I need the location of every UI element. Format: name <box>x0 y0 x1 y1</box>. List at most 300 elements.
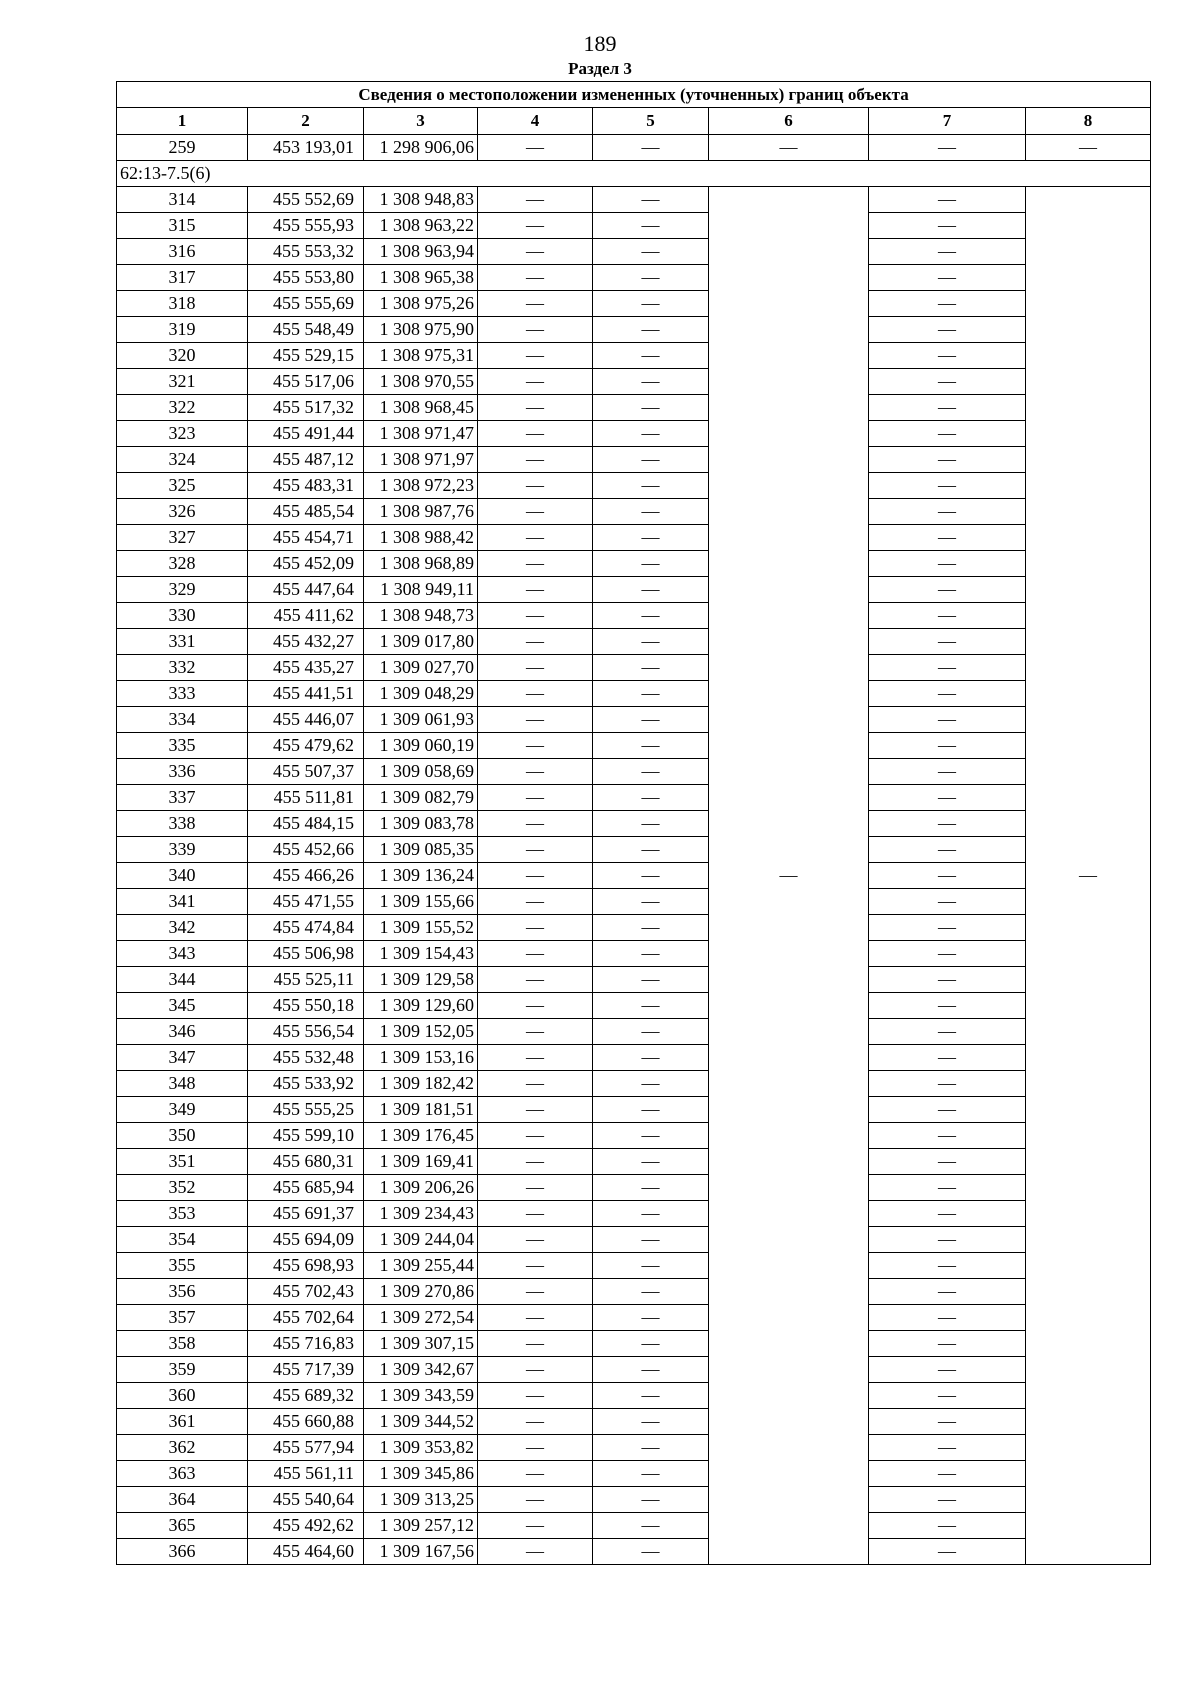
dash-cell-col-4: — <box>478 551 593 577</box>
section-title: Раздел 3 <box>568 59 632 78</box>
dash-cell-col-4: — <box>478 577 593 603</box>
table-row <box>117 187 1151 213</box>
y-coordinate-cell: 1 309 083,78 <box>364 811 478 837</box>
dash-cell-col-4: — <box>478 291 593 317</box>
table-row <box>117 1513 1151 1539</box>
point-number-cell: 321 <box>117 369 248 395</box>
dash-cell-col-4: — <box>478 1201 593 1227</box>
table-header-row <box>117 108 1151 135</box>
dash-cell-col-4: — <box>478 1331 593 1357</box>
point-number-cell: 334 <box>117 707 248 733</box>
table-row <box>117 1149 1151 1175</box>
dash-cell-col-4: — <box>478 1253 593 1279</box>
x-coordinate-cell: 455 529,15 <box>248 343 364 369</box>
table-row <box>117 135 1151 161</box>
x-coordinate-cell: 455 685,94 <box>248 1175 364 1201</box>
dash-cell-col-7: — <box>869 1357 1026 1383</box>
dash-cell-col-4: — <box>478 1149 593 1175</box>
x-coordinate-cell: 455 552,69 <box>248 187 364 213</box>
dash-cell-col-4: — <box>478 1175 593 1201</box>
x-coordinate-cell: 455 452,66 <box>248 837 364 863</box>
y-coordinate-cell: 1 308 975,26 <box>364 291 478 317</box>
y-coordinate-cell: 1 309 152,05 <box>364 1019 478 1045</box>
dash-cell-col-4: — <box>478 837 593 863</box>
y-coordinate-cell: 1 309 342,67 <box>364 1357 478 1383</box>
dash-cell-col-5: — <box>593 1045 709 1071</box>
point-number-cell: 322 <box>117 395 248 421</box>
point-number-cell: 314 <box>117 187 248 213</box>
dash-cell-col-5: — <box>593 1539 709 1565</box>
point-number-cell: 354 <box>117 1227 248 1253</box>
dash-cell-col-5: — <box>593 213 709 239</box>
y-coordinate-cell: 1 309 129,58 <box>364 967 478 993</box>
dash-cell-col-7: — <box>869 473 1026 499</box>
table-caption-row <box>117 82 1151 108</box>
dash-cell-col-4: — <box>478 1097 593 1123</box>
dash-cell-col-7: — <box>869 1435 1026 1461</box>
table-row <box>117 1097 1151 1123</box>
x-coordinate-cell: 455 553,32 <box>248 239 364 265</box>
x-coordinate-cell: 455 716,83 <box>248 1331 364 1357</box>
x-coordinate-cell: 455 555,25 <box>248 1097 364 1123</box>
x-coordinate-cell: 455 555,69 <box>248 291 364 317</box>
point-number-cell: 360 <box>117 1383 248 1409</box>
y-coordinate-cell: 1 308 971,97 <box>364 447 478 473</box>
dash-cell-col-5: — <box>593 655 709 681</box>
table-row <box>117 629 1151 655</box>
dash-cell-col-5: — <box>593 369 709 395</box>
point-number-cell: 339 <box>117 837 248 863</box>
y-coordinate-cell: 1 309 058,69 <box>364 759 478 785</box>
x-coordinate-cell: 455 680,31 <box>248 1149 364 1175</box>
x-coordinate-cell: 455 694,09 <box>248 1227 364 1253</box>
dash-cell-col-4: — <box>478 629 593 655</box>
table-row <box>117 525 1151 551</box>
dash-cell-col-7: — <box>869 499 1026 525</box>
x-coordinate-cell: 455 441,51 <box>248 681 364 707</box>
dash-cell-col-5: — <box>593 1487 709 1513</box>
dash-cell-col-7: — <box>869 1071 1026 1097</box>
x-coordinate-cell: 455 689,32 <box>248 1383 364 1409</box>
dash-cell-col-4: — <box>478 1409 593 1435</box>
y-coordinate-cell: 1 309 307,15 <box>364 1331 478 1357</box>
x-coordinate-cell: 455 525,11 <box>248 967 364 993</box>
dash-cell-col-7: — <box>869 733 1026 759</box>
y-coordinate-cell: 1 309 048,29 <box>364 681 478 707</box>
x-coordinate-cell: 455 484,15 <box>248 811 364 837</box>
dash-cell-col-4: — <box>478 1279 593 1305</box>
point-number-cell: 362 <box>117 1435 248 1461</box>
dash-cell-col-4: — <box>478 499 593 525</box>
table-row <box>117 499 1151 525</box>
table-row <box>117 343 1151 369</box>
dash-cell-col-5: — <box>593 1461 709 1487</box>
dash-cell-col-5: — <box>593 1253 709 1279</box>
dash-cell-col-5: — <box>593 239 709 265</box>
y-coordinate-cell: 1 309 082,79 <box>364 785 478 811</box>
table-row <box>117 1201 1151 1227</box>
dash-cell-col-7: — <box>869 421 1026 447</box>
dash-cell-col-7: — <box>869 213 1026 239</box>
y-coordinate-cell: 1 308 975,90 <box>364 317 478 343</box>
x-coordinate-cell: 455 511,81 <box>248 785 364 811</box>
x-coordinate-cell: 455 532,48 <box>248 1045 364 1071</box>
point-number-cell: 332 <box>117 655 248 681</box>
y-coordinate-cell: 1 308 949,11 <box>364 577 478 603</box>
dash-cell-col-4: — <box>478 421 593 447</box>
dash-cell-col-7: — <box>869 1513 1026 1539</box>
dash-cell-col-5: — <box>593 447 709 473</box>
table-body <box>117 135 1151 1565</box>
x-coordinate-cell: 455 548,49 <box>248 317 364 343</box>
point-number-cell: 320 <box>117 343 248 369</box>
table-row <box>117 1019 1151 1045</box>
page-number: 189 <box>583 31 617 56</box>
y-coordinate-cell: 1 309 155,52 <box>364 915 478 941</box>
point-number-cell: 361 <box>117 1409 248 1435</box>
table-row <box>117 1175 1151 1201</box>
table-row <box>117 707 1151 733</box>
table-row <box>117 837 1151 863</box>
dash-cell-col-5: — <box>593 759 709 785</box>
dash-cell-col-7: — <box>869 993 1026 1019</box>
y-coordinate-cell: 1 309 060,19 <box>364 733 478 759</box>
table-row <box>117 655 1151 681</box>
point-number-cell: 323 <box>117 421 248 447</box>
dash-cell-col-7: — <box>869 915 1026 941</box>
y-coordinate-cell: 1 309 176,45 <box>364 1123 478 1149</box>
dash-cell-col-5: — <box>593 1357 709 1383</box>
point-number-cell: 317 <box>117 265 248 291</box>
group-row <box>117 161 1151 187</box>
y-coordinate-cell: 1 308 970,55 <box>364 369 478 395</box>
dash-cell-col-4: — <box>478 1461 593 1487</box>
point-number-cell: 355 <box>117 1253 248 1279</box>
table-row <box>117 915 1151 941</box>
point-number-cell: 259 <box>117 135 248 161</box>
table-row <box>117 1487 1151 1513</box>
y-coordinate-cell: 1 309 017,80 <box>364 629 478 655</box>
x-coordinate-cell: 455 561,11 <box>248 1461 364 1487</box>
y-coordinate-cell: 1 298 906,06 <box>364 135 478 161</box>
dash-cell-col-4: — <box>478 187 593 213</box>
y-coordinate-cell: 1 309 027,70 <box>364 655 478 681</box>
column-header-3: 3 <box>364 108 478 135</box>
y-coordinate-cell: 1 309 244,04 <box>364 1227 478 1253</box>
dash-cell-col-5: — <box>593 889 709 915</box>
point-number-cell: 325 <box>117 473 248 499</box>
dash-cell-col-4: — <box>478 707 593 733</box>
point-number-cell: 346 <box>117 1019 248 1045</box>
dash-cell-col-5: — <box>593 681 709 707</box>
coordinates-table <box>116 81 1151 1565</box>
x-coordinate-cell: 455 454,71 <box>248 525 364 551</box>
dash-cell-col-5: — <box>593 1409 709 1435</box>
y-coordinate-cell: 1 308 968,45 <box>364 395 478 421</box>
dash-cell-col-4: — <box>478 135 593 161</box>
dash-cell-col-7: — <box>869 343 1026 369</box>
dash-cell-col-5: — <box>593 1201 709 1227</box>
table-row <box>117 941 1151 967</box>
x-coordinate-cell: 455 540,64 <box>248 1487 364 1513</box>
dash-cell-col-4: — <box>478 1227 593 1253</box>
dash-cell-col-5: — <box>593 473 709 499</box>
x-coordinate-cell: 455 517,32 <box>248 395 364 421</box>
table-row <box>117 1435 1151 1461</box>
column-header-5: 5 <box>593 108 709 135</box>
dash-cell-col-5: — <box>593 837 709 863</box>
dash-cell-col-4: — <box>478 1123 593 1149</box>
dash-cell-col-7: — <box>869 1487 1026 1513</box>
dash-cell-col-5: — <box>593 135 709 161</box>
dash-cell-col-4: — <box>478 1045 593 1071</box>
dash-cell-col-7: — <box>869 1539 1026 1565</box>
dash-cell-col-7: — <box>869 967 1026 993</box>
table-row <box>117 1357 1151 1383</box>
table-row <box>117 1279 1151 1305</box>
point-number-cell: 349 <box>117 1097 248 1123</box>
dash-cell-col-4: — <box>478 811 593 837</box>
x-coordinate-cell: 455 491,44 <box>248 421 364 447</box>
y-coordinate-cell: 1 309 061,93 <box>364 707 478 733</box>
y-coordinate-cell: 1 309 345,86 <box>364 1461 478 1487</box>
point-number-cell: 343 <box>117 941 248 967</box>
x-coordinate-cell: 455 702,64 <box>248 1305 364 1331</box>
point-number-cell: 366 <box>117 1539 248 1565</box>
dash-cell-col-7: — <box>869 187 1026 213</box>
table-row <box>117 967 1151 993</box>
y-coordinate-cell: 1 309 272,54 <box>364 1305 478 1331</box>
dash-cell-col-7: — <box>869 655 1026 681</box>
dash-cell-col-5: — <box>593 1513 709 1539</box>
point-number-cell: 340 <box>117 863 248 889</box>
y-coordinate-cell: 1 308 948,73 <box>364 603 478 629</box>
dash-cell-col-5: — <box>593 395 709 421</box>
merged-dash-cell-col-8: — <box>1026 187 1151 1565</box>
dash-cell-col-4: — <box>478 369 593 395</box>
x-coordinate-cell: 455 487,12 <box>248 447 364 473</box>
table-row <box>117 1409 1151 1435</box>
table-row <box>117 863 1151 889</box>
dash-cell-col-4: — <box>478 681 593 707</box>
x-coordinate-cell: 453 193,01 <box>248 135 364 161</box>
dash-cell-col-7: — <box>869 759 1026 785</box>
dash-cell-col-7: — <box>869 1461 1026 1487</box>
y-coordinate-cell: 1 308 963,22 <box>364 213 478 239</box>
y-coordinate-cell: 1 309 129,60 <box>364 993 478 1019</box>
dash-cell-col-5: — <box>593 1019 709 1045</box>
table-row <box>117 551 1151 577</box>
table-row <box>117 1539 1151 1565</box>
dash-cell-col-4: — <box>478 863 593 889</box>
dash-cell-col-7: — <box>869 941 1026 967</box>
y-coordinate-cell: 1 309 343,59 <box>364 1383 478 1409</box>
x-coordinate-cell: 455 660,88 <box>248 1409 364 1435</box>
x-coordinate-cell: 455 550,18 <box>248 993 364 1019</box>
dash-cell-col-7: — <box>869 1201 1026 1227</box>
dash-cell-col-4: — <box>478 941 593 967</box>
dash-cell-col-7: — <box>869 1383 1026 1409</box>
dash-cell-col-7: — <box>869 395 1026 421</box>
dash-cell-col-5: — <box>593 603 709 629</box>
dash-cell-col-5: — <box>593 1175 709 1201</box>
dash-cell-col-5: — <box>593 1305 709 1331</box>
point-number-cell: 338 <box>117 811 248 837</box>
dash-cell-col-5: — <box>593 941 709 967</box>
x-coordinate-cell: 455 446,07 <box>248 707 364 733</box>
table-row <box>117 213 1151 239</box>
dash-cell-col-4: — <box>478 1357 593 1383</box>
dash-cell-col-7: — <box>869 707 1026 733</box>
point-number-cell: 347 <box>117 1045 248 1071</box>
dash-cell-col-7: — <box>869 291 1026 317</box>
dash-cell-col-7: — <box>869 603 1026 629</box>
point-number-cell: 331 <box>117 629 248 655</box>
dash-cell-col-5: — <box>593 915 709 941</box>
table-row <box>117 603 1151 629</box>
point-number-cell: 327 <box>117 525 248 551</box>
point-number-cell: 326 <box>117 499 248 525</box>
table-row <box>117 1305 1151 1331</box>
x-coordinate-cell: 455 517,06 <box>248 369 364 395</box>
dash-cell-col-7: — <box>869 1175 1026 1201</box>
y-coordinate-cell: 1 309 154,43 <box>364 941 478 967</box>
dash-cell-col-7: — <box>869 1149 1026 1175</box>
dash-cell-col-5: — <box>593 577 709 603</box>
point-number-cell: 357 <box>117 1305 248 1331</box>
table-row <box>117 1331 1151 1357</box>
y-coordinate-cell: 1 309 255,44 <box>364 1253 478 1279</box>
x-coordinate-cell: 455 533,92 <box>248 1071 364 1097</box>
point-number-cell: 335 <box>117 733 248 759</box>
dash-cell-col-5: — <box>593 1331 709 1357</box>
point-number-cell: 341 <box>117 889 248 915</box>
table-row <box>117 1045 1151 1071</box>
dash-cell-col-7: — <box>869 1305 1026 1331</box>
point-number-cell: 328 <box>117 551 248 577</box>
x-coordinate-cell: 455 464,60 <box>248 1539 364 1565</box>
dash-cell-col-4: — <box>478 655 593 681</box>
table-row <box>117 265 1151 291</box>
y-coordinate-cell: 1 308 975,31 <box>364 343 478 369</box>
y-coordinate-cell: 1 309 182,42 <box>364 1071 478 1097</box>
x-coordinate-cell: 455 483,31 <box>248 473 364 499</box>
table-row <box>117 239 1151 265</box>
dash-cell-col-5: — <box>593 811 709 837</box>
dash-cell-col-4: — <box>478 1487 593 1513</box>
dash-cell-col-7: — <box>869 1123 1026 1149</box>
y-coordinate-cell: 1 309 155,66 <box>364 889 478 915</box>
dash-cell-col-7: — <box>869 785 1026 811</box>
dash-cell-col-4: — <box>478 213 593 239</box>
column-header-4: 4 <box>478 108 593 135</box>
dash-cell-col-7: — <box>869 1279 1026 1305</box>
dash-cell-col-5: — <box>593 1123 709 1149</box>
dash-cell-col-7: — <box>869 447 1026 473</box>
dash-cell-col-5: — <box>593 967 709 993</box>
dash-cell-col-4: — <box>478 1071 593 1097</box>
dash-cell-col-4: — <box>478 317 593 343</box>
dash-cell-col-4: — <box>478 993 593 1019</box>
dash-cell-col-7: — <box>869 863 1026 889</box>
y-coordinate-cell: 1 308 968,89 <box>364 551 478 577</box>
dash-cell-col-4: — <box>478 1513 593 1539</box>
dash-cell-col-5: — <box>593 317 709 343</box>
table-row <box>117 889 1151 915</box>
dash-cell-col-4: — <box>478 967 593 993</box>
dash-cell-col-8: — <box>1026 135 1151 161</box>
table-row <box>117 1227 1151 1253</box>
x-coordinate-cell: 455 479,62 <box>248 733 364 759</box>
dash-cell-col-5: — <box>593 1097 709 1123</box>
y-coordinate-cell: 1 309 344,52 <box>364 1409 478 1435</box>
table-row <box>117 577 1151 603</box>
point-number-cell: 364 <box>117 1487 248 1513</box>
x-coordinate-cell: 455 474,84 <box>248 915 364 941</box>
dash-cell-col-5: — <box>593 1383 709 1409</box>
group-label: 62:13-7.5(6) <box>117 161 1151 187</box>
x-coordinate-cell: 455 507,37 <box>248 759 364 785</box>
x-coordinate-cell: 455 556,54 <box>248 1019 364 1045</box>
dash-cell-col-5: — <box>593 863 709 889</box>
dash-cell-col-5: — <box>593 525 709 551</box>
dash-cell-col-7: — <box>869 889 1026 915</box>
y-coordinate-cell: 1 308 963,94 <box>364 239 478 265</box>
dash-cell-col-7: — <box>869 1227 1026 1253</box>
point-number-cell: 336 <box>117 759 248 785</box>
point-number-cell: 345 <box>117 993 248 1019</box>
table-row <box>117 733 1151 759</box>
y-coordinate-cell: 1 308 988,42 <box>364 525 478 551</box>
dash-cell-col-4: — <box>478 1383 593 1409</box>
y-coordinate-cell: 1 309 257,12 <box>364 1513 478 1539</box>
x-coordinate-cell: 455 435,27 <box>248 655 364 681</box>
dash-cell-col-4: — <box>478 447 593 473</box>
dash-cell-col-5: — <box>593 993 709 1019</box>
point-number-cell: 337 <box>117 785 248 811</box>
dash-cell-col-5: — <box>593 785 709 811</box>
point-number-cell: 318 <box>117 291 248 317</box>
dash-cell-col-7: — <box>869 1253 1026 1279</box>
y-coordinate-cell: 1 309 136,24 <box>364 863 478 889</box>
dash-cell-col-7: — <box>869 577 1026 603</box>
dash-cell-col-7: — <box>869 369 1026 395</box>
dash-cell-col-7: — <box>869 317 1026 343</box>
table-row <box>117 395 1151 421</box>
dash-cell-col-7: — <box>869 551 1026 577</box>
point-number-cell: 329 <box>117 577 248 603</box>
y-coordinate-cell: 1 309 234,43 <box>364 1201 478 1227</box>
y-coordinate-cell: 1 309 270,86 <box>364 1279 478 1305</box>
dash-cell-col-7: — <box>869 629 1026 655</box>
y-coordinate-cell: 1 309 167,56 <box>364 1539 478 1565</box>
dash-cell-col-5: — <box>593 733 709 759</box>
dash-cell-col-5: — <box>593 421 709 447</box>
dash-cell-col-4: — <box>478 915 593 941</box>
dash-cell-col-4: — <box>478 525 593 551</box>
x-coordinate-cell: 455 698,93 <box>248 1253 364 1279</box>
point-number-cell: 352 <box>117 1175 248 1201</box>
table-row <box>117 1071 1151 1097</box>
dash-cell-col-5: — <box>593 343 709 369</box>
table-row <box>117 811 1151 837</box>
table-caption: Сведения о местоположении измененных (уточненных) границ объекта <box>117 82 1151 108</box>
point-number-cell: 348 <box>117 1071 248 1097</box>
point-number-cell: 316 <box>117 239 248 265</box>
table-row <box>117 473 1151 499</box>
y-coordinate-cell: 1 309 353,82 <box>364 1435 478 1461</box>
dash-cell-col-4: — <box>478 733 593 759</box>
